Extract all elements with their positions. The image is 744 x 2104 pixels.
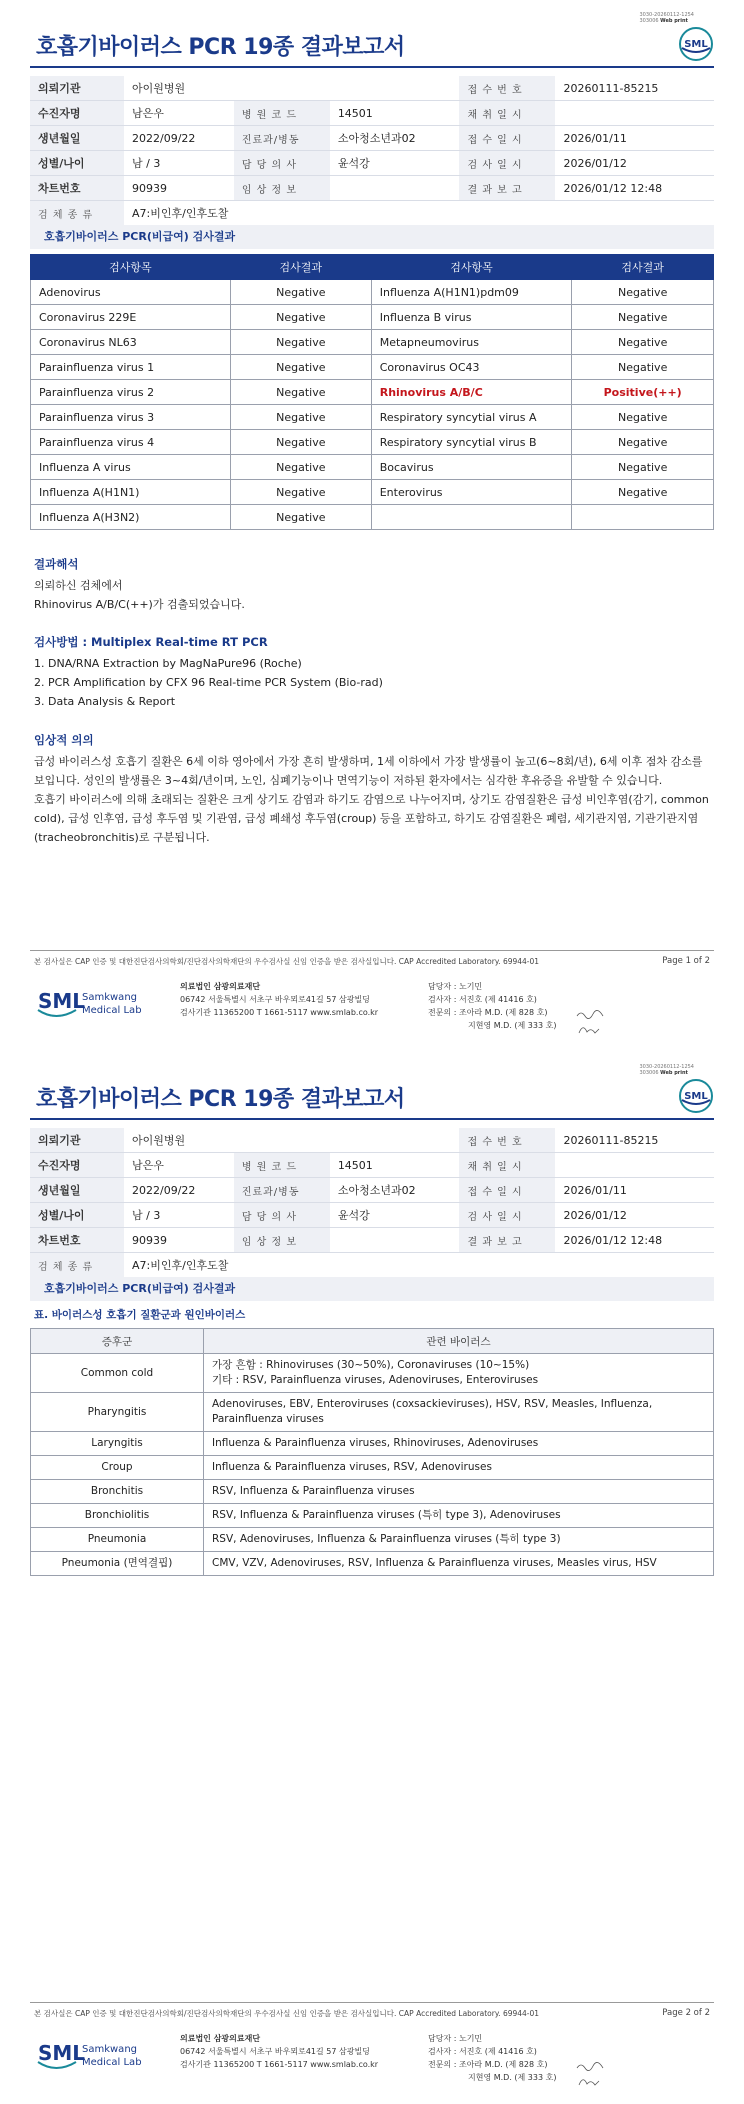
- test-result: Negative: [572, 355, 714, 380]
- test-item: Metapneumovirus: [371, 330, 572, 355]
- test-result: Negative: [230, 330, 371, 355]
- hospital-code-value: 14501: [330, 101, 460, 126]
- svg-text:Medical Lab: Medical Lab: [82, 1005, 142, 1016]
- sml-badge-logo: [678, 1078, 714, 1114]
- test-result: Negative: [230, 280, 371, 305]
- related-viruses: CMV, VZV, Adenoviruses, RSV, Influenza & Parainfluenza viruses, Measles virus, HSV: [204, 1552, 714, 1576]
- results-table: 검사항목 검사결과 검사항목 검사결과 Adenovirus Negative Influenza A(H1N1)pdm09 Negative Coronavirus 229E Negative Influenza B virus Negative Coronavirus NL63 Negative Metapneumovirus Negative Parainfluenza virus 1 Negative Coronavirus OC43 Negative Parainfluenza virus 2 Negative Rhinovirus A/B/C Positive(++) Parainfluenza virus 3 Negative Respiratory syncytial virus A Negative Parainfluenza virus 4 Negative Respiratory syncytial virus B Negative Influenza A virus Negative Bocavirus Negative Influenza A(H1N1) Negative Enterovirus Negative Influenza A(H3N2) Negative: [30, 254, 714, 530]
- interpretation-block: 결과해석 의뢰하신 검체에서 Rhinovirus A/B/C(++)가 검출되었습니다.: [34, 555, 710, 614]
- print-code: 3030-20260112-1254 303006 Web print: [639, 12, 694, 24]
- test-date-value: 2026/01/12: [555, 151, 714, 176]
- test-result: Negative: [230, 505, 371, 530]
- syndrome: Bronchitis: [31, 1480, 204, 1504]
- signature-2: [575, 2075, 605, 2087]
- accreditation-note: 본 검사실은 CAP 인증 및 대한진단검사의학회/진단검사의학재단의 우수검사실 신임 인증을 받은 검사실입니다. CAP Accredited Laboratory. 69944-01: [34, 957, 540, 966]
- title-divider: [30, 1118, 714, 1120]
- receipt-date-value: 2026/01/11: [555, 126, 714, 151]
- svg-text:SML: SML: [38, 2041, 86, 2065]
- disease-row: [31, 1354, 714, 1393]
- disease-row: [31, 1480, 714, 1504]
- related-viruses: 가장 흔함 : Rhinoviruses (30~50%), Coronaviruses (10~15%) 기타 : RSV, Parainfluenza viruses, Adenoviruses, Enteroviruses: [204, 1354, 714, 1393]
- result-row: [31, 405, 714, 430]
- test-item: Parainfluenza virus 2: [31, 380, 231, 405]
- disease-row: [31, 1456, 714, 1480]
- test-item: Rhinovirus A/B/C: [371, 380, 572, 405]
- test-item: Parainfluenza virus 1: [31, 355, 231, 380]
- doctor-value: 윤석강: [330, 151, 460, 176]
- svg-text:Samkwang: Samkwang: [82, 2044, 137, 2055]
- disease-row: [31, 1504, 714, 1528]
- related-viruses: RSV, Influenza & Parainfluenza viruses: [204, 1480, 714, 1504]
- dept-value: 소아청소년과02: [330, 126, 460, 151]
- related-viruses: Influenza & Parainfluenza viruses, Rhinoviruses, Adenoviruses: [204, 1432, 714, 1456]
- result-row: [31, 480, 714, 505]
- sex-age-value: 남 / 3: [124, 151, 234, 176]
- related-viruses: Adenoviruses, EBV, Enteroviruses (coxsackieviruses), HSV, RSV, Measles, Influenza, Parainfluenza viruses: [204, 1393, 714, 1432]
- test-item: Influenza A virus: [31, 455, 231, 480]
- page-number: Page 1 of 2: [662, 956, 710, 966]
- page-number: Page 2 of 2: [662, 2008, 710, 2018]
- test-result: Negative: [230, 480, 371, 505]
- org-info: 의료법인 삼광의료재단 06742 서울특별시 서초구 바우뫼로41길 57 삼광빌딩 검사기관 11365200 T 1661-5117 www.smlab.co.kr: [180, 982, 379, 1017]
- receipt-no-value: 20260111-85215: [555, 76, 714, 101]
- test-item: Parainfluenza virus 3: [31, 405, 231, 430]
- test-result: Negative: [230, 380, 371, 405]
- client-value: 아이원병원: [124, 76, 459, 101]
- signature-2: [575, 1023, 605, 1035]
- test-result: Negative: [572, 305, 714, 330]
- result-row: [31, 505, 714, 530]
- method-block: 검사방법 : Multiplex Real-time RT PCR 1. DNA/RNA Extraction by MagNaPure96 (Roche) 2. PCR Amplification by CFX 96 Real-time PCR System (Bio-rad) 3. Data Analysis & Report: [34, 635, 383, 708]
- patient-name-value: 남은우: [124, 101, 234, 126]
- related-viruses: RSV, Influenza & Parainfluenza viruses (특히 type 3), Adenoviruses: [204, 1504, 714, 1528]
- result-row: [31, 330, 714, 355]
- result-row: [31, 430, 714, 455]
- test-result: Negative: [572, 480, 714, 505]
- test-result: Negative: [572, 330, 714, 355]
- signature-1: [575, 2060, 605, 2072]
- test-item: Influenza A(H3N2): [31, 505, 231, 530]
- report-title: 호흡기바이러스 PCR 19종 결과보고서: [36, 35, 405, 60]
- test-result: Negative: [230, 305, 371, 330]
- test-item: Influenza A(H1N1)pdm09: [371, 280, 572, 305]
- syndrome: Pneumonia (면역결핍): [31, 1552, 204, 1576]
- disease-virus-table: 증후군 관련 바이러스 Common cold 가장 흔함 : Rhinoviruses (30~50%), Coronaviruses (10~15%) 기타 : RSV, Parainfluenza viruses, Adenoviruses, Enteroviruses Pharyngitis Adenoviruses, EBV, Enteroviruses (coxsackieviruses), HSV, RSV, Measles, Influenza, Parainfluenza viruses Laryngitis Influenza & Parainfluenza viruses, Rhinoviruses, Adenoviruses Croup Influenza & Parainfluenza viruses, RSV, Adenoviruses Bronchitis RSV, Influenza & Parainfluenza viruses Bronchiolitis RSV, Influenza & Parainfluenza viruses (특히 type 3), Adenoviruses Pneumonia RSV, Adenoviruses, Influenza & Parainfluenza viruses (특히 type 3) Pneumonia (면역결핍) CMV, VZV, Adenoviruses, RSV, Influenza & Parainfluenza viruses, Measles virus, HSV: [30, 1328, 714, 1576]
- test-result: Negative: [572, 455, 714, 480]
- test-result: Negative: [230, 430, 371, 455]
- logo-sml-text: SML: [38, 989, 86, 1013]
- result-row: [31, 305, 714, 330]
- test-result: Positive(++): [572, 380, 714, 405]
- syndrome: Croup: [31, 1456, 204, 1480]
- patient-info-table: 의뢰기관 아이원병원 접 수 번 호 20260111-85215 수진자명 남은우 병 원 코 드 14501 채 취 일 시 생년월일 2022/09/22 진료과/병동 소아청소년과02 접 수 일 시 2026/01/11 성별/나이 남 / 3 담 당 의 사 윤석강 검 사 일 시 2026/01/12 차트번호 90939 임 상 정 보 결 과 보 고 2026/01/12 12:48 검 체 종 류 A7:비인후/인후도찰: [30, 1128, 714, 1278]
- footer-divider: [30, 950, 714, 951]
- test-item: Parainfluenza virus 4: [31, 430, 231, 455]
- result-row: [31, 280, 714, 305]
- test-result: Negative: [230, 355, 371, 380]
- test-item: Enterovirus: [371, 480, 572, 505]
- samkwang-logo: [36, 982, 146, 1022]
- test-item: Respiratory syncytial virus B: [371, 430, 572, 455]
- syndrome: Laryngitis: [31, 1432, 204, 1456]
- svg-text:SML: SML: [684, 39, 708, 50]
- test-result: Negative: [572, 280, 714, 305]
- patient-info-table: 의뢰기관 아이원병원 접 수 번 호 20260111-85215 수진자명 남은우 병 원 코 드 14501 채 취 일 시 생년월일 2022/09/22 진료과/병동 소아청소년과02 접 수 일 시 2026/01/11 성별/나이 남 / 3 담 당 의 사 윤석강 검 사 일 시 2026/01/12 차트번호 90939 임 상 정 보 결 과 보 고 2026/01/12 12:48 검 체 종 류 A7:비인후/인후도찰: [30, 76, 714, 226]
- interpretation-finding: Rhinovirus A/B/C(++)가 검출되었습니다.: [34, 598, 245, 611]
- test-result: Negative: [572, 430, 714, 455]
- report-title: 호흡기바이러스 PCR 19종 결과보고서: [36, 1087, 405, 1112]
- test-item: Influenza A(H1N1): [31, 480, 231, 505]
- test-result: Negative: [572, 405, 714, 430]
- test-result: [572, 505, 714, 530]
- print-code: 3030-20260112-1254 303006 Web print: [639, 1064, 694, 1076]
- disease-row: [31, 1393, 714, 1432]
- disease-table-caption: 표. 바이러스성 호흡기 질환군과 원인바이러스: [34, 1309, 246, 1321]
- staff-info: 담당자 : 노기민 검사자 : 서진호 (제 41416 호) 전문의 : 조아라 M.D. (제 828 호) 지현영 M.D. (제 333 호): [428, 2034, 557, 2082]
- syndrome: Common cold: [31, 1354, 204, 1393]
- dob-value: 2022/09/22: [124, 126, 234, 151]
- org-info: 의료법인 삼광의료재단 06742 서울특별시 서초구 바우뫼로41길 57 삼광빌딩 검사기관 11365200 T 1661-5117 www.smlab.co.kr: [180, 2034, 379, 2069]
- specimen-value: A7:비인후/인후도찰: [124, 201, 714, 226]
- test-item: Respiratory syncytial virus A: [371, 405, 572, 430]
- result-row: [31, 380, 714, 405]
- report-time-value: 2026/01/12 12:48: [555, 176, 714, 201]
- test-result: Negative: [230, 455, 371, 480]
- syndrome: Pharyngitis: [31, 1393, 204, 1432]
- related-viruses: Influenza & Parainfluenza viruses, RSV, Adenoviruses: [204, 1456, 714, 1480]
- result-row: [31, 355, 714, 380]
- footer-divider: [30, 2002, 714, 2003]
- disease-row: [31, 1432, 714, 1456]
- svg-text:SML: SML: [684, 1091, 708, 1102]
- disease-row: [31, 1552, 714, 1576]
- test-item: Coronavirus NL63: [31, 330, 231, 355]
- accreditation-note: 본 검사실은 CAP 인증 및 대한진단검사의학회/진단검사의학재단의 우수검사실 신임 인증을 받은 검사실입니다. CAP Accredited Laboratory. 69944-01: [34, 2009, 540, 2018]
- samkwang-logo: [36, 2034, 146, 2074]
- svg-text:Samkwang: Samkwang: [82, 992, 137, 1003]
- syndrome: Pneumonia: [31, 1528, 204, 1552]
- test-item: Coronavirus 229E: [31, 305, 231, 330]
- clinical-meaning-block: 임상적 의의 급성 바이러스성 호흡기 질환은 6세 이하 영아에서 가장 흔히 발생하며, 1세 이하에서 가장 발생률이 높고(6~8회/년), 6세 이후 점차 감소를 보입니다. 성인의 발생률은 3~4회/년이며, 노인, 심폐기능이나 면역기능이 저하된 환자에서는 심각한 후유증을 유발할 수 있습니다. 호흡기 바이러스에 의해 초래되는 질환은 크게 상기도 감염과 하기도 감염으로 나누어지며, 상기도 감염질환은 급성 비인후염(감기, common cold), 급성 인후염, 급성 후두염 및 기관염, 급성 폐쇄성 후두염(croup) 등을 포함하고, 하기도 감염질환은 폐렴, 세기관지염, 기관기관지염(tracheobronchitis)로 구분됩니다.: [34, 733, 709, 844]
- disease-row: [31, 1528, 714, 1552]
- chart-no-value: 90939: [124, 176, 234, 201]
- syndrome: Bronchiolitis: [31, 1504, 204, 1528]
- result-row: [31, 455, 714, 480]
- test-item: Influenza B virus: [371, 305, 572, 330]
- test-item: [371, 505, 572, 530]
- results-section-title: 호흡기바이러스 PCR(비급여) 검사결과: [30, 225, 714, 249]
- test-result: Negative: [230, 405, 371, 430]
- title-divider: [30, 66, 714, 68]
- test-item: Bocavirus: [371, 455, 572, 480]
- svg-text:Medical Lab: Medical Lab: [82, 2057, 142, 2068]
- related-viruses: RSV, Adenoviruses, Influenza & Parainfluenza viruses (특히 type 3): [204, 1528, 714, 1552]
- staff-info: 담당자 : 노기민 검사자 : 서진호 (제 41416 호) 전문의 : 조아라 M.D. (제 828 호) 지현영 M.D. (제 333 호): [428, 982, 557, 1030]
- signature-1: [575, 1008, 605, 1020]
- sml-badge-logo: [678, 26, 714, 62]
- test-item: Coronavirus OC43: [371, 355, 572, 380]
- results-section-title: 호흡기바이러스 PCR(비급여) 검사결과: [30, 1277, 714, 1301]
- test-item: Adenovirus: [31, 280, 231, 305]
- report-page-2: [0, 1052, 744, 2104]
